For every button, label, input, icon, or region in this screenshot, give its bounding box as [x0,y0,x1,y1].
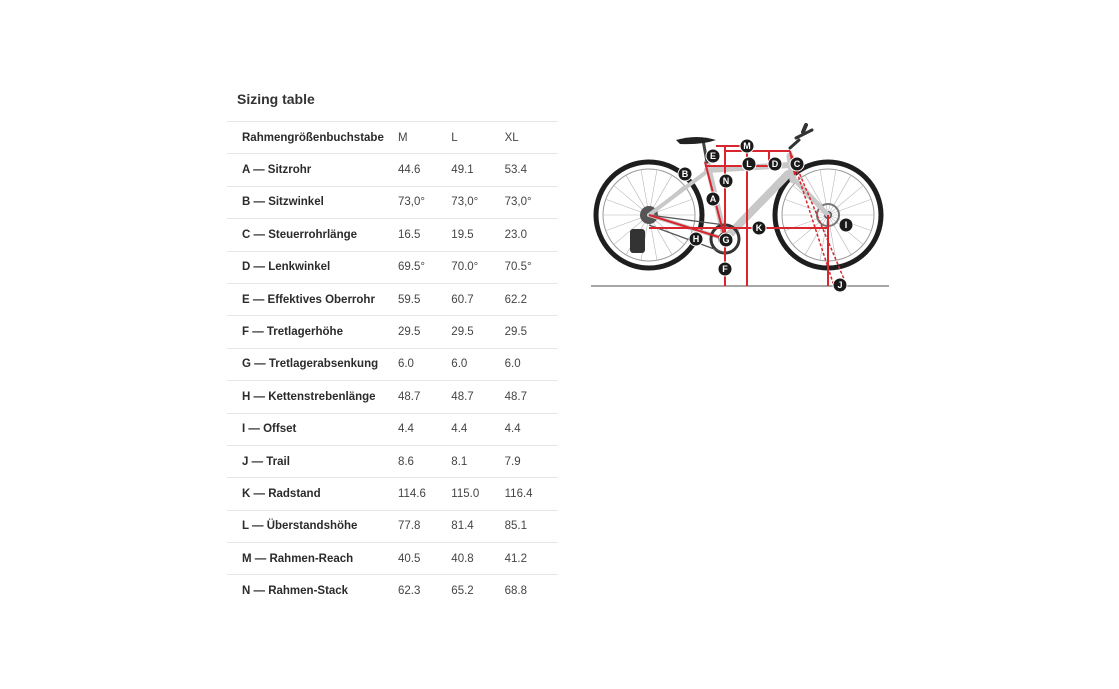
svg-text:I: I [844,220,848,230]
table-cell: 19.5 [451,219,504,251]
table-row [227,413,558,445]
table-cell: 53.4 [505,154,558,186]
marker-g [719,233,733,247]
table-cell: 115.0 [451,478,504,510]
marker-k [752,221,766,235]
marker-j [833,278,847,292]
table-cell: 49.1 [451,154,504,186]
handlebar [790,125,812,148]
sizing-table [227,121,558,607]
table-cell: 73,0° [398,186,451,218]
table-cell: 85.1 [505,510,558,542]
table-cell: 116.4 [505,478,558,510]
table-cell: 4.4 [398,413,451,445]
table-header-row [227,122,558,154]
marker-f [718,262,732,276]
table-cell: 73,0° [451,186,504,218]
table-row [227,381,558,413]
table-cell: 77.8 [398,510,451,542]
svg-text:G: G [722,235,730,245]
row-label: C — Steuerrohrlänge [227,219,398,251]
table-cell: 6.0 [451,348,504,380]
svg-text:F: F [722,264,728,274]
table-row [227,251,558,283]
table-row [227,348,558,380]
row-label: I — Offset [227,413,398,445]
row-label: D — Lenkwinkel [227,251,398,283]
table-row [227,575,558,607]
row-label: F — Tretlagerhöhe [227,316,398,348]
column-header: XL [505,122,558,154]
marker-d [768,157,782,171]
row-label: N — Rahmen-Stack [227,575,398,607]
table-cell: 8.6 [398,445,451,477]
table-row [227,478,558,510]
table-cell: 65.2 [451,575,504,607]
table-row [227,219,558,251]
svg-text:C: C [793,159,801,169]
marker-e [706,149,720,163]
table-cell: 16.5 [398,219,451,251]
table-cell: 40.8 [451,543,504,575]
table-cell: 41.2 [505,543,558,575]
table-cell: 62.2 [505,283,558,315]
table-cell: 70.5° [505,251,558,283]
table-cell: 23.0 [505,219,558,251]
table-cell: 48.7 [505,381,558,413]
row-label: G — Tretlagerabsenkung [227,348,398,380]
table-cell: 4.4 [451,413,504,445]
table-cell: 7.9 [505,445,558,477]
table-cell: 70.0° [451,251,504,283]
svg-text:H: H [692,234,700,244]
column-header: L [451,122,504,154]
table-cell: 60.7 [451,283,504,315]
table-cell: 4.4 [505,413,558,445]
marker-a [706,192,720,206]
svg-text:D: D [771,159,779,169]
svg-text:N: N [722,176,730,186]
table-cell: 114.6 [398,478,451,510]
table-row [227,316,558,348]
marker-h [689,232,703,246]
table-cell: 40.5 [398,543,451,575]
table-cell: 29.5 [505,316,558,348]
table-cell: 29.5 [398,316,451,348]
table-row [227,154,558,186]
column-header: Rahmengrößenbuchstabe [227,122,398,154]
row-label: L — Überstandshöhe [227,510,398,542]
table-cell: 69.5° [398,251,451,283]
table-cell: 6.0 [505,348,558,380]
table-cell: 81.4 [451,510,504,542]
table-row [227,445,558,477]
table-cell: 44.6 [398,154,451,186]
svg-text:B: B [681,169,689,179]
row-label: E — Effektives Oberrohr [227,283,398,315]
table-cell: 29.5 [451,316,504,348]
svg-text:E: E [709,151,717,161]
svg-text:K: K [755,223,763,233]
svg-text:L: L [746,159,752,169]
column-header: M [398,122,451,154]
table-cell: 8.1 [451,445,504,477]
marker-l [742,157,756,171]
row-label: M — Rahmen-Reach [227,543,398,575]
table-cell: 48.7 [451,381,504,413]
row-label: K — Radstand [227,478,398,510]
saddle [676,137,716,144]
table-row [227,186,558,218]
table-cell: 59.5 [398,283,451,315]
row-label: A — Sitzrohr [227,154,398,186]
svg-text:J: J [837,280,843,290]
table-row [227,510,558,542]
table-row [227,543,558,575]
table-cell: 62.3 [398,575,451,607]
marker-i [839,218,853,232]
svg-text:M: M [743,141,751,151]
marker-n [719,174,733,188]
page-title: Sizing table [237,91,315,107]
row-label: H — Kettenstrebenlänge [227,381,398,413]
marker-b [678,167,692,181]
table-cell: 68.8 [505,575,558,607]
row-label: B — Sitzwinkel [227,186,398,218]
row-label: J — Trail [227,445,398,477]
table-cell: 73,0° [505,186,558,218]
marker-c [790,157,804,171]
table-body [227,154,558,607]
marker-m [740,139,754,153]
table-cell: 48.7 [398,381,451,413]
table-cell: 6.0 [398,348,451,380]
svg-text:A: A [709,194,717,204]
bike-geometry-diagram [585,118,897,296]
table-row [227,283,558,315]
